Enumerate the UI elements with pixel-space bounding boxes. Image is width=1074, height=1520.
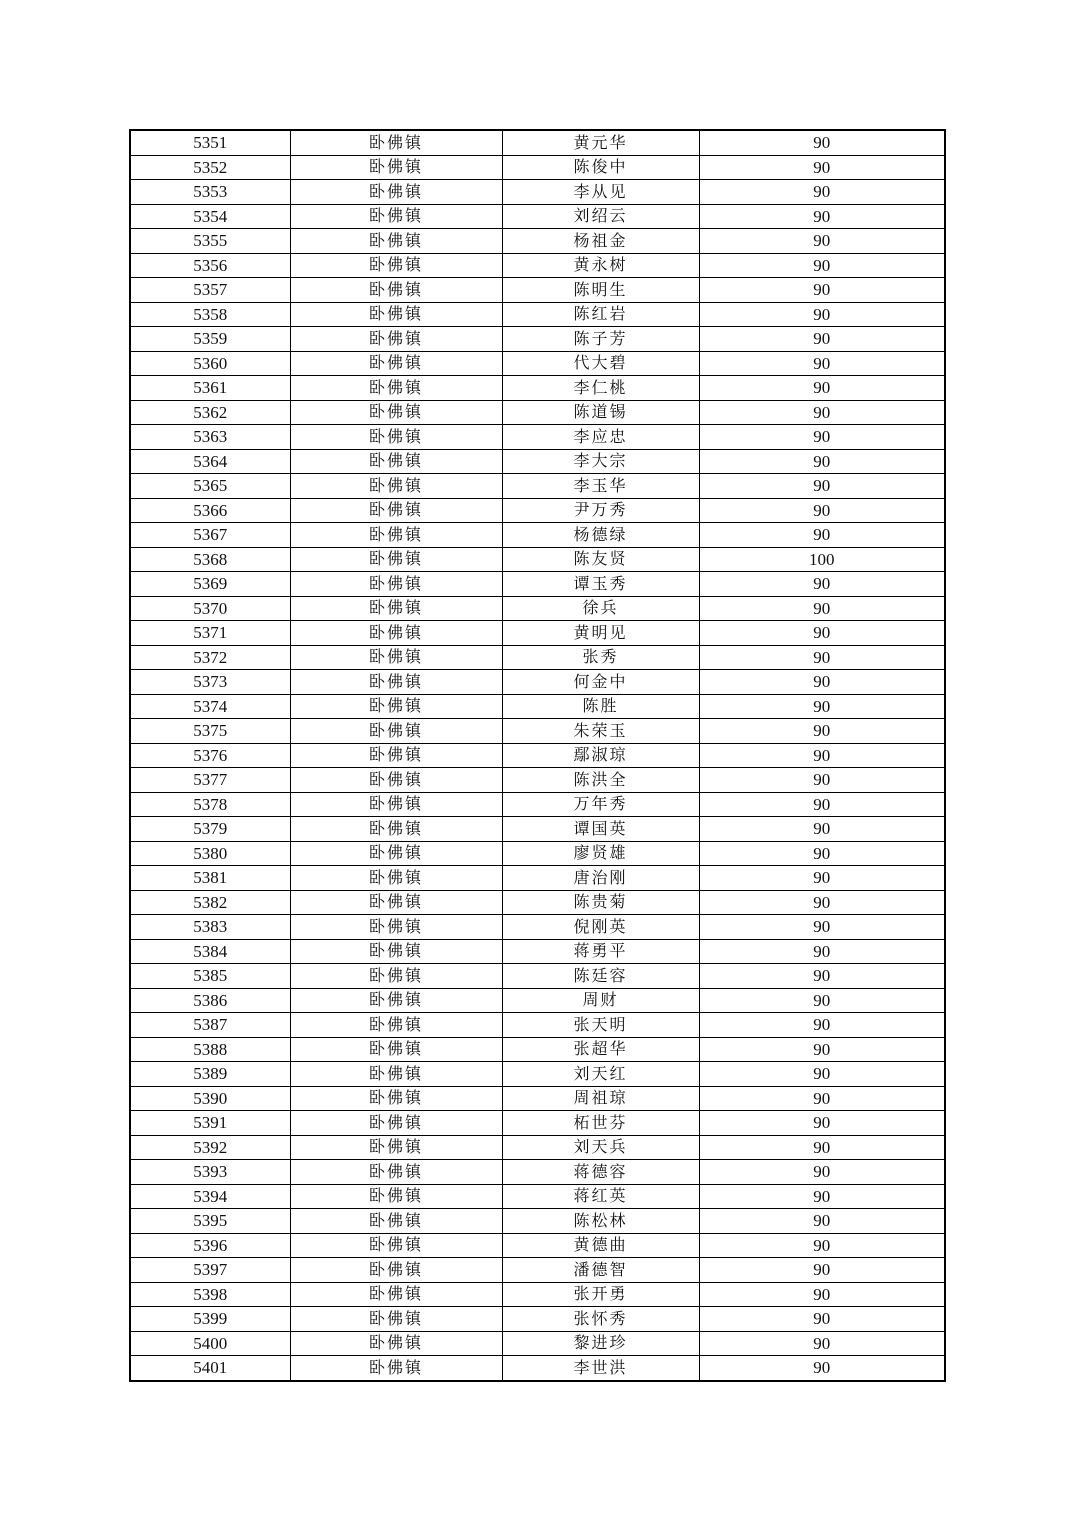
town-cell: 卧佛镇 [290,841,502,866]
score-cell: 90 [699,1184,945,1209]
row-number-cell: 5378 [130,792,290,817]
score-cell: 90 [699,792,945,817]
name-cell: 倪刚英 [502,915,699,940]
town-cell: 卧佛镇 [290,988,502,1013]
score-cell: 90 [699,841,945,866]
name-cell: 刘天红 [502,1062,699,1087]
name-cell: 谭玉秀 [502,572,699,597]
table-row [130,425,945,450]
name-cell: 李世洪 [502,1356,699,1381]
score-cell: 90 [699,1013,945,1038]
name-cell: 黄德曲 [502,1233,699,1258]
town-cell: 卧佛镇 [290,1209,502,1234]
table-row [130,1356,945,1381]
row-number-cell: 5360 [130,351,290,376]
row-number-cell: 5357 [130,278,290,303]
town-cell: 卧佛镇 [290,1160,502,1185]
score-cell: 90 [699,1135,945,1160]
name-cell: 陈俊中 [502,155,699,180]
name-cell: 张怀秀 [502,1307,699,1332]
row-number-cell: 5368 [130,547,290,572]
town-cell: 卧佛镇 [290,1037,502,1062]
name-cell: 陈贵菊 [502,890,699,915]
table-row [130,204,945,229]
table-row [130,474,945,499]
table-row [130,1037,945,1062]
row-number-cell: 5376 [130,743,290,768]
name-cell: 黄明见 [502,621,699,646]
row-number-cell: 5384 [130,939,290,964]
town-cell: 卧佛镇 [290,645,502,670]
town-cell: 卧佛镇 [290,302,502,327]
score-cell: 90 [699,1356,945,1381]
name-cell: 陈洪全 [502,768,699,793]
town-cell: 卧佛镇 [290,1356,502,1381]
row-number-cell: 5382 [130,890,290,915]
table-row [130,890,945,915]
table-row [130,327,945,352]
town-cell: 卧佛镇 [290,964,502,989]
score-cell: 90 [699,817,945,842]
score-cell: 90 [699,229,945,254]
table-row [130,155,945,180]
row-number-cell: 5364 [130,449,290,474]
town-cell: 卧佛镇 [290,180,502,205]
name-cell: 周祖琼 [502,1086,699,1111]
town-cell: 卧佛镇 [290,1062,502,1087]
table-row [130,817,945,842]
score-cell: 90 [699,425,945,450]
row-number-cell: 5358 [130,302,290,327]
score-cell: 90 [699,327,945,352]
town-cell: 卧佛镇 [290,1135,502,1160]
row-number-cell: 5398 [130,1282,290,1307]
town-cell: 卧佛镇 [290,1184,502,1209]
score-cell: 90 [699,498,945,523]
score-cell: 90 [699,1160,945,1185]
town-cell: 卧佛镇 [290,278,502,303]
town-cell: 卧佛镇 [290,1111,502,1136]
score-cell: 90 [699,939,945,964]
table-row [130,302,945,327]
name-cell: 黄元华 [502,130,699,155]
table-row [130,841,945,866]
town-cell: 卧佛镇 [290,229,502,254]
row-number-cell: 5390 [130,1086,290,1111]
name-cell: 蒋红英 [502,1184,699,1209]
row-number-cell: 5401 [130,1356,290,1381]
name-cell: 蒋德容 [502,1160,699,1185]
score-cell: 90 [699,572,945,597]
row-number-cell: 5400 [130,1331,290,1356]
table-row [130,376,945,401]
row-number-cell: 5380 [130,841,290,866]
table-row [130,180,945,205]
town-cell: 卧佛镇 [290,890,502,915]
score-cell: 90 [699,1086,945,1111]
table-row [130,1013,945,1038]
table-body [130,130,945,1381]
table-row [130,1307,945,1332]
row-number-cell: 5365 [130,474,290,499]
town-cell: 卧佛镇 [290,327,502,352]
name-cell: 柘世芬 [502,1111,699,1136]
town-cell: 卧佛镇 [290,768,502,793]
row-number-cell: 5372 [130,645,290,670]
row-number-cell: 5396 [130,1233,290,1258]
name-cell: 陈子芳 [502,327,699,352]
row-number-cell: 5383 [130,915,290,940]
row-number-cell: 5361 [130,376,290,401]
score-cell: 90 [699,866,945,891]
town-cell: 卧佛镇 [290,1258,502,1283]
score-cell: 90 [699,278,945,303]
score-cell: 90 [699,694,945,719]
score-cell: 90 [699,1037,945,1062]
table-row [130,400,945,425]
row-number-cell: 5374 [130,694,290,719]
table-row [130,1258,945,1283]
row-number-cell: 5355 [130,229,290,254]
table-row [130,229,945,254]
score-cell: 90 [699,964,945,989]
town-cell: 卧佛镇 [290,253,502,278]
name-cell: 潘德智 [502,1258,699,1283]
row-number-cell: 5389 [130,1062,290,1087]
row-number-cell: 5394 [130,1184,290,1209]
name-cell: 朱荣玉 [502,719,699,744]
town-cell: 卧佛镇 [290,474,502,499]
table-row [130,130,945,155]
name-cell: 李大宗 [502,449,699,474]
row-number-cell: 5387 [130,1013,290,1038]
score-cell: 90 [699,204,945,229]
table-row [130,498,945,523]
score-cell: 90 [699,1282,945,1307]
town-cell: 卧佛镇 [290,915,502,940]
name-cell: 陈胜 [502,694,699,719]
score-cell: 90 [699,180,945,205]
table-row [130,278,945,303]
score-cell: 90 [699,474,945,499]
town-cell: 卧佛镇 [290,130,502,155]
score-cell: 90 [699,719,945,744]
row-number-cell: 5388 [130,1037,290,1062]
row-number-cell: 5385 [130,964,290,989]
score-cell: 90 [699,890,945,915]
name-cell: 李应忠 [502,425,699,450]
name-cell: 张天明 [502,1013,699,1038]
score-cell: 90 [699,1331,945,1356]
table-row [130,694,945,719]
town-cell: 卧佛镇 [290,694,502,719]
table-row [130,621,945,646]
row-number-cell: 5393 [130,1160,290,1185]
name-cell: 鄢淑琼 [502,743,699,768]
town-cell: 卧佛镇 [290,743,502,768]
score-cell: 90 [699,596,945,621]
row-number-cell: 5362 [130,400,290,425]
table-row [130,523,945,548]
name-cell: 陈明生 [502,278,699,303]
name-cell: 张超华 [502,1037,699,1062]
name-cell: 陈红岩 [502,302,699,327]
town-cell: 卧佛镇 [290,670,502,695]
score-cell: 90 [699,1258,945,1283]
town-cell: 卧佛镇 [290,498,502,523]
row-number-cell: 5375 [130,719,290,744]
name-cell: 周财 [502,988,699,1013]
row-number-cell: 5377 [130,768,290,793]
name-cell: 杨德绿 [502,523,699,548]
table-row [130,939,945,964]
table-row [130,1086,945,1111]
name-cell: 代大碧 [502,351,699,376]
table-row [130,670,945,695]
score-cell: 90 [699,1307,945,1332]
town-cell: 卧佛镇 [290,400,502,425]
row-number-cell: 5381 [130,866,290,891]
row-number-cell: 5356 [130,253,290,278]
town-cell: 卧佛镇 [290,719,502,744]
score-cell: 90 [699,302,945,327]
table-row [130,1111,945,1136]
name-cell: 唐治刚 [502,866,699,891]
table-row [130,1282,945,1307]
name-cell: 黎进珍 [502,1331,699,1356]
town-cell: 卧佛镇 [290,792,502,817]
table-row [130,645,945,670]
town-cell: 卧佛镇 [290,1282,502,1307]
row-number-cell: 5352 [130,155,290,180]
town-cell: 卧佛镇 [290,351,502,376]
row-number-cell: 5386 [130,988,290,1013]
row-number-cell: 5367 [130,523,290,548]
table-row [130,1233,945,1258]
name-cell: 陈道锡 [502,400,699,425]
table-row [130,768,945,793]
row-number-cell: 5369 [130,572,290,597]
town-cell: 卧佛镇 [290,1086,502,1111]
town-cell: 卧佛镇 [290,596,502,621]
name-cell: 尹万秀 [502,498,699,523]
name-cell: 陈廷容 [502,964,699,989]
score-cell: 90 [699,523,945,548]
town-cell: 卧佛镇 [290,449,502,474]
table-row [130,253,945,278]
town-cell: 卧佛镇 [290,1013,502,1038]
name-cell: 万年秀 [502,792,699,817]
row-number-cell: 5392 [130,1135,290,1160]
row-number-cell: 5379 [130,817,290,842]
town-cell: 卧佛镇 [290,376,502,401]
town-cell: 卧佛镇 [290,204,502,229]
name-cell: 刘绍云 [502,204,699,229]
town-cell: 卧佛镇 [290,1233,502,1258]
row-number-cell: 5399 [130,1307,290,1332]
row-number-cell: 5359 [130,327,290,352]
table-row [130,964,945,989]
name-cell: 徐兵 [502,596,699,621]
score-cell: 90 [699,376,945,401]
table-row [130,449,945,474]
town-cell: 卧佛镇 [290,939,502,964]
score-cell: 90 [699,988,945,1013]
town-cell: 卧佛镇 [290,547,502,572]
town-cell: 卧佛镇 [290,866,502,891]
table-row [130,351,945,376]
name-cell: 廖贤雄 [502,841,699,866]
row-number-cell: 5391 [130,1111,290,1136]
data-table [129,129,946,1382]
score-cell: 90 [699,670,945,695]
score-cell: 90 [699,1209,945,1234]
table-row [130,743,945,768]
row-number-cell: 5395 [130,1209,290,1234]
score-cell: 90 [699,400,945,425]
row-number-cell: 5363 [130,425,290,450]
score-cell: 90 [699,351,945,376]
town-cell: 卧佛镇 [290,1331,502,1356]
name-cell: 李从见 [502,180,699,205]
table-row [130,547,945,572]
score-cell: 90 [699,155,945,180]
table-row [130,1135,945,1160]
town-cell: 卧佛镇 [290,523,502,548]
name-cell: 谭国英 [502,817,699,842]
score-cell: 90 [699,743,945,768]
table-row [130,866,945,891]
table-row [130,1209,945,1234]
town-cell: 卧佛镇 [290,1307,502,1332]
name-cell: 刘天兵 [502,1135,699,1160]
table-row [130,988,945,1013]
name-cell: 黄永树 [502,253,699,278]
score-cell: 90 [699,130,945,155]
score-cell: 100 [699,547,945,572]
row-number-cell: 5351 [130,130,290,155]
row-number-cell: 5397 [130,1258,290,1283]
score-cell: 90 [699,253,945,278]
town-cell: 卧佛镇 [290,621,502,646]
table-row [130,1331,945,1356]
score-cell: 90 [699,1111,945,1136]
row-number-cell: 5366 [130,498,290,523]
name-cell: 张秀 [502,645,699,670]
row-number-cell: 5370 [130,596,290,621]
town-cell: 卧佛镇 [290,425,502,450]
table-row [130,1062,945,1087]
name-cell: 李仁桃 [502,376,699,401]
row-number-cell: 5373 [130,670,290,695]
town-cell: 卧佛镇 [290,155,502,180]
town-cell: 卧佛镇 [290,572,502,597]
row-number-cell: 5371 [130,621,290,646]
table-row [130,596,945,621]
score-cell: 90 [699,645,945,670]
name-cell: 张开勇 [502,1282,699,1307]
table-row [130,1160,945,1185]
table-row [130,792,945,817]
score-cell: 90 [699,1233,945,1258]
row-number-cell: 5353 [130,180,290,205]
row-number-cell: 5354 [130,204,290,229]
score-cell: 90 [699,1062,945,1087]
name-cell: 陈松林 [502,1209,699,1234]
name-cell: 何金中 [502,670,699,695]
table-row [130,719,945,744]
score-cell: 90 [699,621,945,646]
name-cell: 李玉华 [502,474,699,499]
name-cell: 陈友贤 [502,547,699,572]
score-cell: 90 [699,768,945,793]
table-row [130,572,945,597]
score-cell: 90 [699,449,945,474]
table-row [130,915,945,940]
table-row [130,1184,945,1209]
town-cell: 卧佛镇 [290,817,502,842]
score-cell: 90 [699,915,945,940]
name-cell: 杨祖金 [502,229,699,254]
name-cell: 蒋勇平 [502,939,699,964]
